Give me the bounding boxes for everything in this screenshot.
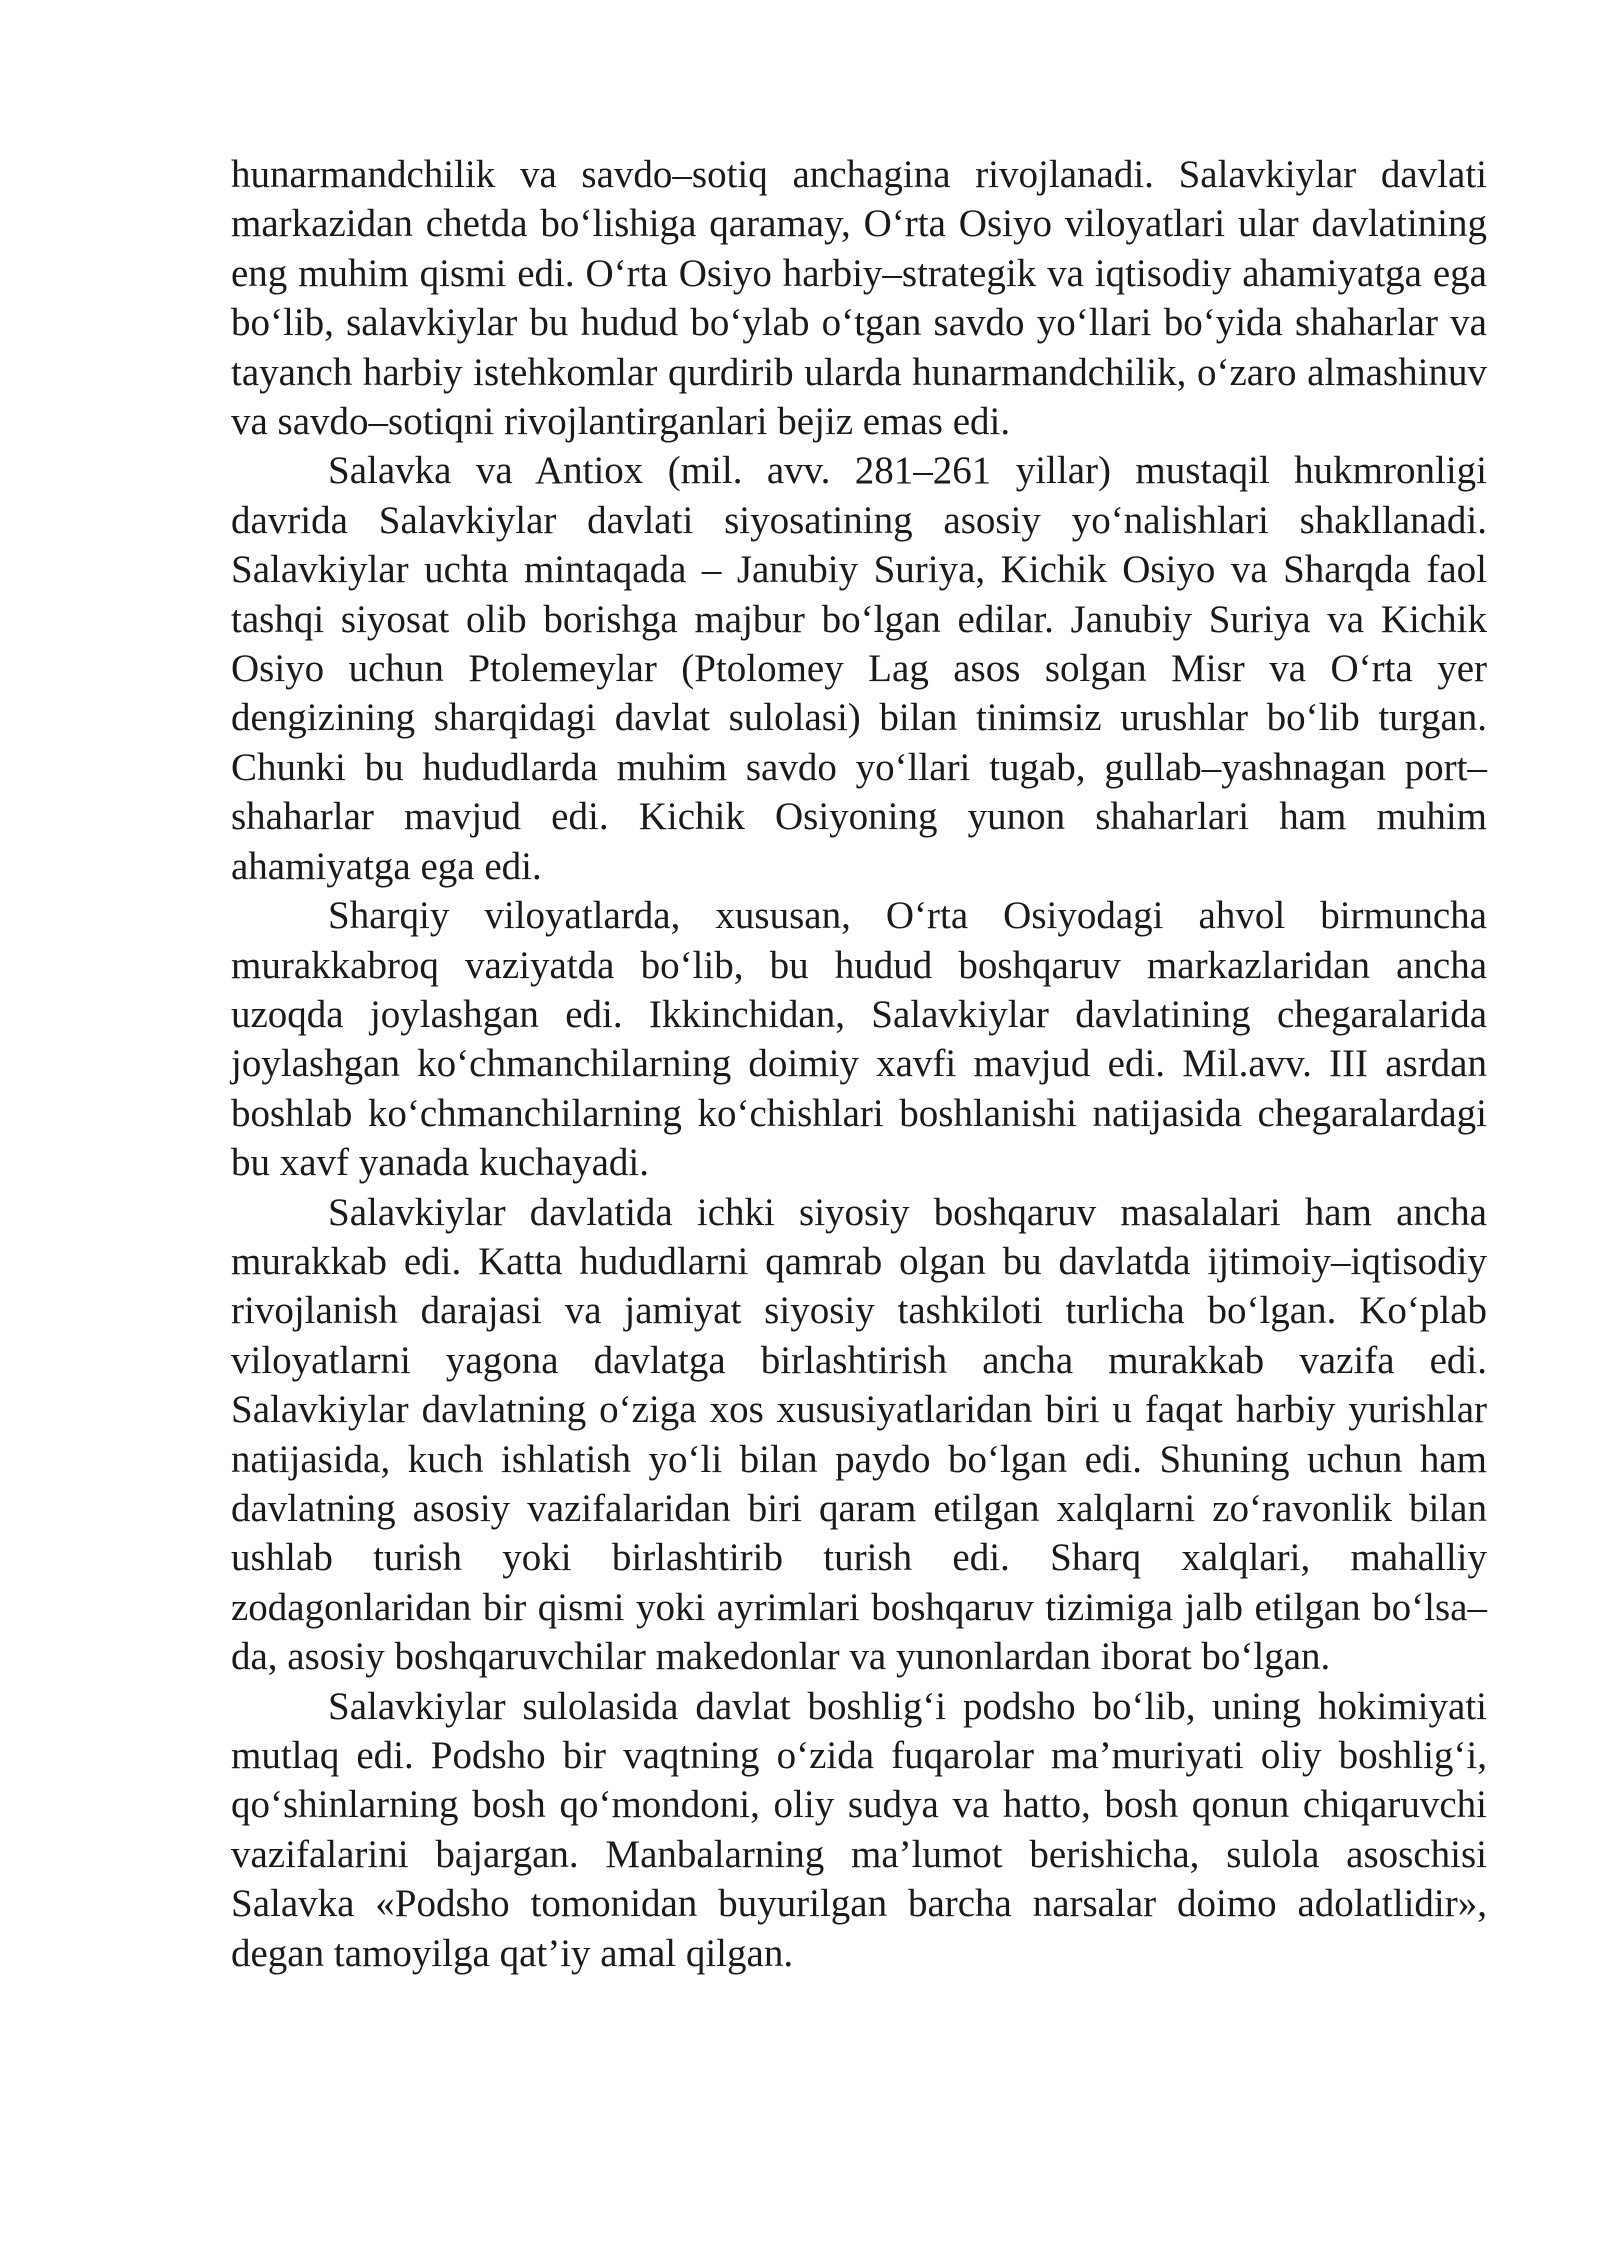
paragraph-podsho-hokimiyati: Salavkiylar sulolasida davlat boshlig‘i podsho bo‘lib, uning hokimiyati mutlaq edi. Podsho bir vaqtning o‘zida fuqarolar ma’muriyati oliy boshlig‘i, qo‘shinlarning bosh qo‘mondoni, oliy sudya va hatto, bosh qonun chiqaruvchi vazifalarini bajargan. Manbalarning ma’lumot berishicha, sulola asoschisi Salavka «Podsho tomonidan buyurilgan barcha narsalar doimo adolatlidir», degan tamoyilga qat’iy amal qilgan.	[231, 1684, 1487, 1975]
paragraph-ichki-siyosat: Salavkiylar davlatida ichki siyosiy boshqaruv masalalari ham ancha murakkab edi. Katta hududlarni qamrab olgan bu davlatda ijtimoiy–iqtisodiy rivojlanish darajasi va jamiyat siyosiy tashkiloti turlicha bo‘lgan. Ko‘plab viloyatlarni yagona davlatga birlashtirish ancha murakkab vazifa edi. Salavkiylar davlatning o‘ziga xos xususiyatlaridan biri u faqat harbiy yurishlar natijasida, kuch ishlatish yo‘li bilan paydo bo‘lgan edi. Shuning uchun ham davlatning asosiy vazifalaridan biri qaram etilgan xalqlarni zo‘ravonlik bilan ushlab turish yoki birlashtirib turish edi. Sharq xalqlari, mahalliy zodagonlaridan bir qismi yoki ayrimlari boshqaruv tizimiga jalb etilgan bo‘lsa–da, asosiy boshqaruvchilar makedonlar va yunonlardan iborat bo‘lgan.	[231, 1190, 1487, 1679]
paragraph-sharqiy-viloyatlar: Sharqiy viloyatlarda, xususan, O‘rta Osiyodagi ahvol birmuncha murakkabroq vaziyatda bo‘lib, bu hudud boshqaruv markazlaridan ancha uzoqda joylashgan edi. Ikkinchidan, Salavkiylar davlatining chegaralarida joylashgan ko‘chmanchilarning doimiy xavfi mavjud edi. Mil.avv. III asrdan boshlab ko‘chmanchilarning ko‘chishlari boshlanishi natijasida chegaralardagi bu xavf yanada kuchayadi.	[231, 894, 1487, 1185]
paragraph-salavka-antiox: Salavka va Antiox (mil. avv. 281–261 yillar) mustaqil hukmronligi davrida Salavkiylar davlati siyosatining asosiy yo‘nalishlari shakllanadi. Salavkiylar uchta mintaqada – Janubiy Suriya, Kichik Osiyo va Sharqda faol tashqi siyosat olib borishga majbur bo‘lgan edilar. Janubiy Suriya va Kichik Osiyo uchun Ptolemeylar (Ptolomey Lag asos solgan Misr va O‘rta yer dengizining sharqidagi davlat sulolasi) bilan tinimsiz urushlar bo‘lib turgan. Chunki bu hududlarda muhim savdo yo‘llari tugab, gullab–yashnagan port–shaharlar mavjud edi. Kichik Osiyoning yunon shaharlari ham muhim ahamiyatga ega edi.	[231, 449, 1487, 888]
paragraph-continuation: hunarmandchilik va savdo–sotiq anchagina rivojlanadi. Salavkiylar davlati markazidan chetda bo‘lishiga qaramay, O‘rta Osiyo viloyatlari ular davlatining eng muhim qismi edi. O‘rta Osiyo harbiy–strategik va iqtisodiy ahamiyatga ega bo‘lib, salavkiylar bu hudud bo‘ylab o‘tgan savdo yo‘llari bo‘yida shaharlar va tayanch harbiy istehkomlar qurdirib ularda hunarmandchilik, o‘zaro almashinuv va savdo–sotiqni rivojlantirganlari bejiz emas edi.	[231, 153, 1487, 444]
document-page	[231, 150, 1487, 1978]
